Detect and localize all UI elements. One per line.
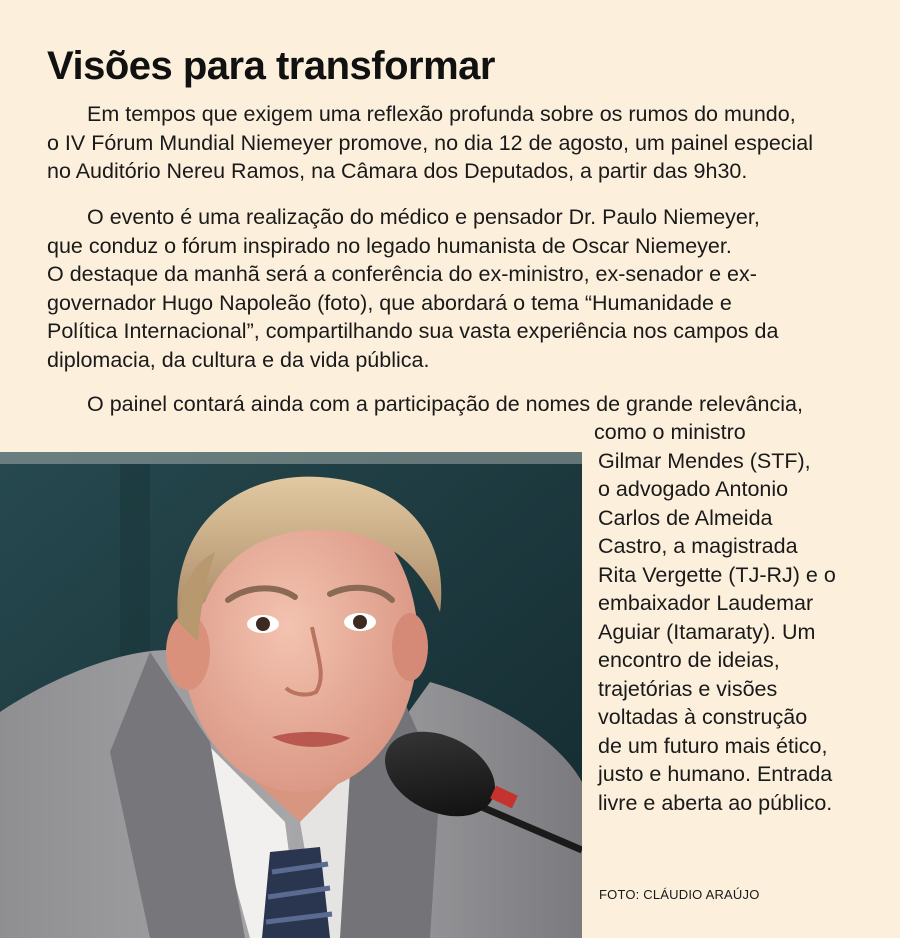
text-line: voltadas à construção bbox=[598, 705, 808, 729]
text-line: o IV Fórum Mundial Niemeyer promove, no dia 12 de agosto, um painel especial bbox=[47, 130, 814, 155]
paragraph-1 bbox=[47, 100, 867, 186]
text-line: encontro de ideias, bbox=[598, 648, 780, 672]
text-line: que conduz o fórum inspirado no legado humanista de Oscar Niemeyer. bbox=[47, 233, 732, 258]
portrait-illustration bbox=[0, 452, 582, 938]
text-line: Gilmar Mendes (STF), bbox=[598, 448, 811, 473]
text-line: governador Hugo Napoleão (foto), que abordará o tema “Humanidade e bbox=[47, 290, 732, 315]
paragraph-2 bbox=[47, 203, 867, 374]
text-line: livre e aberta ao público. bbox=[598, 790, 833, 815]
speaker-photo bbox=[0, 452, 582, 938]
paragraph-3-lead bbox=[47, 390, 867, 419]
text-line: o advogado Antonio bbox=[598, 477, 789, 501]
text-line: no Auditório Nereu Ramos, na Câmara dos Deputados, a partir das 9h30. bbox=[47, 159, 748, 183]
text-line: Castro, a magistrada bbox=[598, 534, 798, 558]
text-line: Rita Vergette (TJ-RJ) e o bbox=[598, 562, 836, 587]
text-line: trajetórias e visões bbox=[598, 676, 778, 701]
article-title: Visões para transformar bbox=[47, 44, 495, 88]
text-line: Em tempos que exigem uma reflexão profunda sobre os rumos do mundo, bbox=[87, 102, 796, 126]
text-line: justo e humano. Entrada bbox=[598, 762, 833, 786]
paragraph-3-column bbox=[594, 418, 836, 817]
photo-credit: FOTO: CLÁUDIO ARAÚJO bbox=[599, 887, 760, 902]
text-line: de um futuro mais ético, bbox=[598, 733, 828, 758]
text-line: embaixador Laudemar bbox=[598, 591, 814, 615]
text-line: como o ministro bbox=[594, 420, 746, 444]
text-line: O painel contará ainda com a participação de nomes de grande relevância, bbox=[87, 392, 803, 416]
text-line: O evento é uma realização do médico e pensador Dr. Paulo Niemeyer, bbox=[87, 205, 760, 229]
text-line: Aguiar (Itamaraty). Um bbox=[598, 619, 816, 644]
text-line: Política Internacional”, compartilhando sua vasta experiência nos campos da bbox=[47, 319, 779, 343]
text-line: Carlos de Almeida bbox=[598, 505, 773, 530]
text-line: O destaque da manhã será a conferência do ex-ministro, ex-senador e ex- bbox=[47, 262, 757, 286]
text-line: diplomacia, da cultura e da vida pública. bbox=[47, 347, 430, 372]
